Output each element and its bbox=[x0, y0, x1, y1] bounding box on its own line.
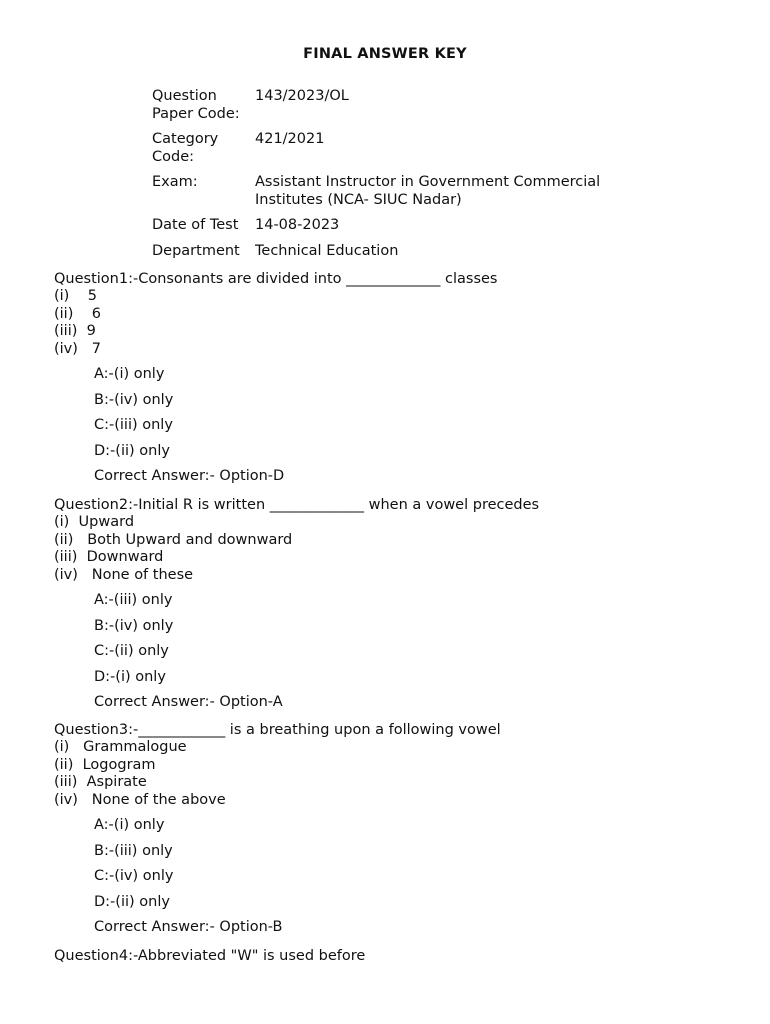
question-option: (i) 5 bbox=[54, 288, 98, 304]
question-text: Question4:-Abbreviated "W" is used before bbox=[54, 948, 366, 964]
meta-key: Question Paper Code: bbox=[152, 88, 240, 122]
meta-key: Category Code: bbox=[152, 131, 219, 165]
question-text: Question1:-Consonants are divided into _____________ classes bbox=[54, 271, 498, 287]
answer-choices bbox=[54, 592, 744, 712]
answer-choice-b: B:-(iv) only bbox=[94, 617, 174, 634]
correct-answer: Correct Answer:- Option-B bbox=[94, 919, 283, 935]
meta-row-question-paper-code bbox=[152, 88, 635, 131]
answer-choice-d: D:-(i) only bbox=[94, 668, 166, 685]
meta-row-date-of-test bbox=[152, 217, 635, 243]
answer-choices bbox=[54, 366, 744, 486]
question-option: (iii) Aspirate bbox=[54, 774, 147, 790]
question-block-3 bbox=[54, 721, 744, 937]
answer-choice-a: A:-(i) only bbox=[94, 817, 165, 833]
meta-key: Exam: bbox=[152, 174, 198, 190]
answer-choices bbox=[54, 817, 744, 937]
question-option: (iii) Downward bbox=[54, 549, 164, 565]
meta-value: Assistant Instructor in Government Commercial Institutes (NCA- SIUC Nadar) bbox=[255, 174, 601, 208]
answer-choice-c: C:-(iii) only bbox=[94, 417, 173, 433]
meta-value: 14-08-2023 bbox=[255, 217, 340, 233]
question-text: Question2:-Initial R is written _____________ when a vowel precedes bbox=[54, 497, 540, 513]
question-block-2 bbox=[54, 496, 744, 712]
question-option: (iv) 7 bbox=[54, 340, 101, 357]
question-block-4 bbox=[54, 947, 744, 965]
question-option: (iv) None of the above bbox=[54, 791, 226, 808]
answer-choice-d: D:-(ii) only bbox=[94, 442, 170, 459]
answer-choice-b: B:-(iii) only bbox=[94, 842, 173, 859]
question-option: (i) Grammalogue bbox=[54, 739, 187, 755]
question-option: (iii) 9 bbox=[54, 323, 96, 339]
question-text: Question3:-____________ is a breathing upon a following vowel bbox=[54, 722, 501, 738]
correct-answer: Correct Answer:- Option-D bbox=[94, 468, 285, 484]
question-option: (ii) Both Upward and downward bbox=[54, 531, 293, 548]
meta-key: Date of Test bbox=[152, 217, 239, 233]
meta-row-department bbox=[152, 243, 635, 269]
answer-choice-a: A:-(i) only bbox=[94, 366, 165, 382]
meta-row-category-code bbox=[152, 131, 635, 174]
answer-choice-c: C:-(ii) only bbox=[94, 643, 169, 659]
meta-key: Department bbox=[152, 242, 240, 259]
meta-value: Technical Education bbox=[255, 242, 399, 259]
question-option: (iv) None of these bbox=[54, 566, 194, 583]
answer-choice-c: C:-(iv) only bbox=[94, 868, 174, 884]
answer-choice-a: A:-(iii) only bbox=[94, 592, 173, 608]
meta-row-exam bbox=[152, 174, 635, 217]
correct-answer: Correct Answer:- Option-A bbox=[94, 694, 283, 710]
document-title: FINAL ANSWER KEY bbox=[303, 46, 467, 62]
question-option: (ii) Logogram bbox=[54, 756, 156, 773]
answer-choice-d: D:-(ii) only bbox=[94, 893, 170, 910]
question-block-1 bbox=[54, 270, 744, 486]
question-option: (ii) 6 bbox=[54, 305, 102, 322]
meta-value: 143/2023/OL bbox=[255, 88, 349, 104]
answer-choice-b: B:-(iv) only bbox=[94, 391, 174, 408]
question-option: (i) Upward bbox=[54, 514, 135, 530]
exam-details-table bbox=[152, 88, 635, 268]
meta-value: 421/2021 bbox=[255, 131, 325, 147]
